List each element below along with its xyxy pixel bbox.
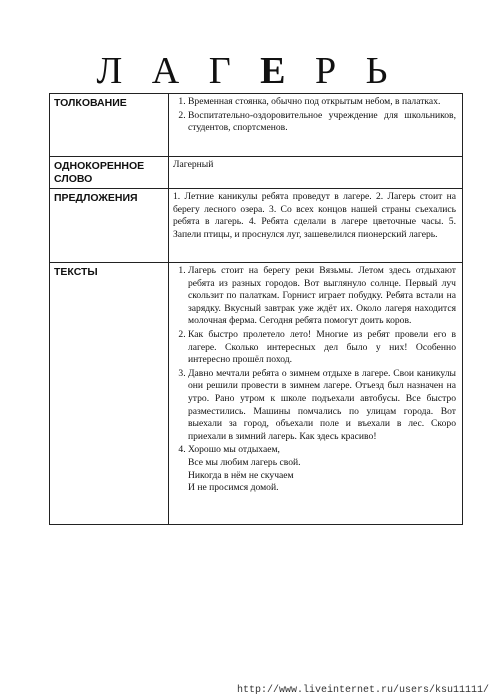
page-title bbox=[0, 52, 494, 90]
text-item: 1. Лагерь стоит на берегу реки Вязьмы. Летом здесь отдыхают ребята из разных городов. Вот выглянуло солнце. Первый луч скользит по палаткам. Горнист играет побудку. Ребята встали на зарядку. Вкусный завтрак уже ждёт их. Около лагеря находится молочная ферма. Сегодня ребята помогут доить коров. bbox=[188, 265, 456, 328]
word-table bbox=[49, 93, 463, 525]
cognate-row bbox=[50, 157, 463, 189]
title-part: Л А Г bbox=[96, 50, 261, 92]
poem-line: Все мы любим лагерь свой. bbox=[188, 456, 301, 468]
texts-label: ТЕКСТЫ bbox=[50, 263, 169, 525]
title-part: Р Ь bbox=[295, 50, 398, 92]
definition-item: 1. Временная стоянка, обычно под открытым небом, в палатках. bbox=[188, 96, 456, 109]
sentences-text: 1. Летние каникулы ребята проведут в лагере. 2. Лагерь стоит на берегу лесного озера. 3. Со всех концов нашей страны съехались ребята в лагерь. 4. Ребята сделали в лагере цветочные часы. 5. Запели птицы, и проснулся луг, зашевелился пионерский лагерь. bbox=[169, 189, 463, 263]
text-item: 2. Как быстро пролетело лето! Многие из ребят провели его в лагере. Сколько интересных дел было у них! Особенно интересно прошёл поход. bbox=[188, 329, 456, 367]
text-item: 3. Давно мечтали ребята о зимнем отдыхе в лагере. Свои каникулы они решили провести в зимнем лагере. Отъезд был назначен на утро. Рано утром к школе подъехали автобусы. Все быстро разместились. Машины помчались по улицам города. Вот выехали за город, объехали поле и въехали в лес. Скоро приехали в зимний лагерь. Как здесь красиво! bbox=[188, 368, 456, 444]
poem-item bbox=[188, 444, 456, 494]
texts-row bbox=[50, 263, 463, 525]
definition-cell bbox=[169, 94, 463, 157]
definition-item: 2. Воспитательно-оздоровительное учреждение для школьников, студентов, спортсменов. bbox=[188, 110, 456, 135]
cognate-value: Лагерный bbox=[169, 157, 463, 189]
source-url: http://www.liveinternet.ru/users/ksu11111/ bbox=[236, 685, 489, 696]
definition-row bbox=[50, 94, 463, 157]
definition-label: ТОЛКОВАНИЕ bbox=[50, 94, 169, 157]
poem-line: И не просимся домой. bbox=[188, 482, 279, 494]
poem-line: 4. Хорошо мы отдыхаем, bbox=[188, 444, 280, 456]
poem-line: Никогда в нём не скучаем bbox=[188, 469, 294, 481]
sentences-row bbox=[50, 189, 463, 263]
title-bold-letter: Е bbox=[260, 50, 296, 92]
texts-cell bbox=[169, 263, 463, 525]
sentences-label: ПРЕДЛОЖЕНИЯ bbox=[50, 189, 169, 263]
cognate-label: ОДНОКОРЕННОЕ СЛОВО bbox=[50, 157, 169, 189]
